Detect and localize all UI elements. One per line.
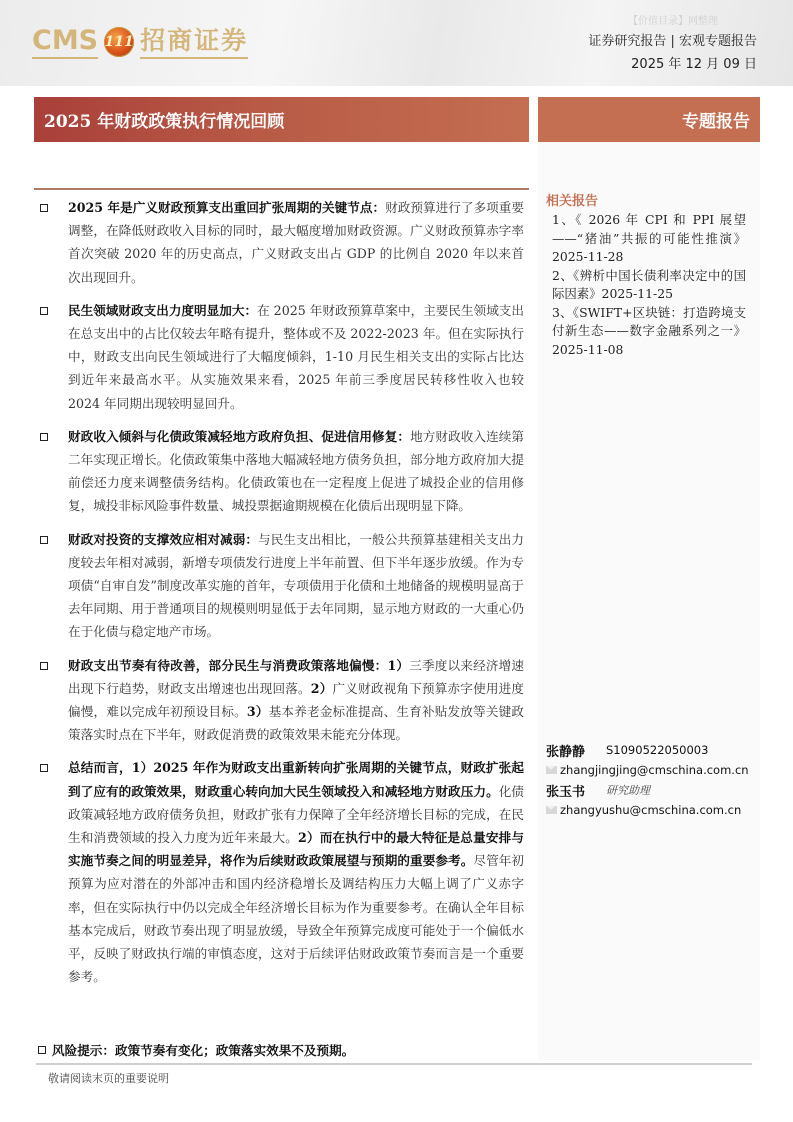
bullet-lead: 财政收入倾斜与化债政策减轻地方政府负担、促进信用修复：	[68, 428, 411, 444]
author-row	[546, 780, 756, 800]
divider	[34, 188, 529, 190]
bullet-lead: 2025 年是广义财政预算支出重回扩张周期的关键节点：	[68, 200, 386, 215]
bullet-lead: 财政对投资的支撑效应相对减弱：	[68, 531, 259, 547]
report-category: 专题报告	[682, 112, 750, 132]
bullet-segment: 尽管年初预算为应对潜在的外部冲击和国内经济稳增长及调结构压力大幅上调了广义赤字率，但在实际执行中仍以完成全年经济增长目标为作为重要参考。在确认全年目标基本完成后，财政节奏出现了明显放缓，导致全年预算完成度可能处于一个偏低水平，反映了财政执行端的审慎态度，这对于后续评估财政政策节奏而言是一个重要参考。	[68, 853, 525, 985]
watermark: 【价值目录】网整理	[628, 16, 718, 27]
author-email[interactable]: zhangjingjing@cmschina.com.cn	[560, 763, 749, 777]
author-email-row[interactable]	[546, 800, 756, 820]
bullet-item-conclusion	[34, 756, 524, 988]
bullet-segment: 基本养老金标准提高、生育补贴发放等关键政策落实时点在下半年，财政促消费的政策效果未能充分体现。	[68, 704, 525, 743]
bullet-item	[34, 299, 524, 415]
related-reports-title: 相关报告	[546, 194, 599, 209]
bullet-body: 财政预算进行了多项重要调整，在降低财政收入目标的同时，最大幅度增加财政资源。广义财政预算赤字率首次突破 2020 年的历史高点，广义财政支出占 GDP 的比例自 2020 年以来首次出现回升。	[68, 200, 525, 285]
checkbox-bullet-icon	[40, 662, 48, 670]
report-date: 2025 年 12 月 09 日	[631, 57, 757, 72]
bullet-body: 在 2025 年财政预算草案中，主要民生领域支出在总支出中的占比仅较去年略有提升，整体或不及 2022-2023 年。但在实际执行中，财政支出向民生领域进行了大幅度倾斜，1-10 月民生相关支出的实际占比达到近年来最高水平。从实施效果来看，2025 年前三季度居民转移性收入也较 2024 年同期出现较明显回升。	[68, 302, 524, 411]
checkbox-bullet-icon	[40, 764, 48, 772]
related-reports	[546, 190, 746, 359]
checkbox-bullet-icon	[40, 204, 48, 212]
bullet-body: 地方财政收入连续第二年实现正增长。化债政策集中落地大幅减轻地方债务负担，部分地方政府加大提前偿还力度来调整债务结构。化债政策也在一定程度上促进了城投企业的信用修复，城投非标风险事件数量、城投票据逾期规模在化债后出现明显下降。	[68, 428, 525, 514]
author-row	[546, 740, 756, 760]
bullet-body: 与民生支出相比，一般公共预算基建相关支出力度较去年相对减弱，新增专项债发行进度上半年前置、但下半年逐步放缓。作为专项债“自审自发”制度改革实施的首年，专项债用于化债和土地储备的规模明显高于去年同期、用于普通项目的规模则明显低于去年同期，显示地方财政的一大重心仍在于化债与稳定地产市场。	[68, 531, 525, 640]
footer-divider	[36, 1063, 752, 1065]
title-banner	[34, 97, 529, 142]
checkbox-bullet-icon	[40, 536, 48, 544]
logo-chinese: 招商证券	[140, 26, 248, 59]
page-title: 2025 年财政政策执行情况回顾	[44, 112, 285, 132]
bullet-segment: 总结而言，1）2025 年作为财政支出重新转向扩张周期的关键节点，财政扩张起到了应有的政策效果，财政重心转向加大民生领域投入和减轻地方财政压力。	[68, 760, 524, 799]
bullet-segment: 2）	[310, 680, 333, 696]
analyst-info	[546, 740, 756, 820]
tag-banner	[538, 97, 760, 142]
bullet-segment: 2）而在执行中的最大特征是总量安排与实施节奏之间的明显差异，将作为后续财政政策展望与预期的重要参考。	[68, 830, 525, 869]
bullet-item	[34, 196, 524, 289]
logo-emblem-icon: 111	[104, 27, 134, 57]
bullet-segment: 1）	[387, 657, 410, 673]
bullet-item	[34, 425, 524, 518]
bullet-item	[34, 528, 524, 644]
bullet-segment: 化债政策减轻地方政府债务负担，财政扩张有力保障了全年经济增长目标的完成，在民生和消费领域的投入力度为近年来最大。	[68, 783, 525, 846]
checkbox-bullet-icon	[40, 433, 48, 441]
bullet-segment: 三季度以来经济增速出现下行趋势，财政支出增速也出现回落。	[68, 657, 525, 696]
related-report-link[interactable]: 2、《辨析中国长债利率决定中的国际因素》2025-11-25	[552, 267, 746, 301]
bullet-lead: 财政支出节奏有待改善，部分民生与消费政策落地偏慢：	[68, 657, 388, 673]
author-email[interactable]: zhangyushu@cmschina.com.cn	[560, 803, 742, 817]
bullet-segment: 广义财政视角下预算赤字使用进度偏慢，难以完成年初预设目标。	[68, 680, 525, 720]
author-name: 张静静	[546, 744, 586, 760]
author-license: S1090522050003	[606, 743, 709, 757]
mail-icon	[546, 806, 557, 814]
author-role: 研究助理	[606, 784, 650, 797]
mail-icon	[546, 766, 557, 774]
bullet-segment: 3）	[246, 704, 269, 720]
bullet-item	[34, 654, 524, 747]
author-name: 张玉书	[546, 784, 586, 800]
risk-warning	[38, 1040, 354, 1059]
risk-text: 风险提示：政策节奏有变化；政策落实效果不及预期。	[52, 1043, 355, 1058]
checkbox-bullet-icon	[40, 307, 48, 315]
footer-note: 敬请阅读末页的重要说明	[48, 1072, 169, 1085]
related-report-link[interactable]: 3、《SWIFT+区块链：打造跨境支付新生态——数字金融系列之一》2025-11-08	[552, 304, 746, 357]
summary-body	[34, 196, 524, 999]
bullet-lead: 民生领域财政支出力度明显加大：	[68, 302, 258, 318]
company-logo	[32, 22, 248, 62]
report-type: 证券研究报告 | 宏观专题报告	[588, 34, 757, 49]
author-email-row[interactable]	[546, 760, 756, 780]
logo-latin: CMS	[32, 26, 98, 59]
related-report-link[interactable]: 1、《 2026 年 CPI 和 PPI 展望——“猪油”共振的可能性推演》2025-11-28	[552, 212, 746, 264]
checkbox-bullet-icon	[38, 1046, 46, 1054]
